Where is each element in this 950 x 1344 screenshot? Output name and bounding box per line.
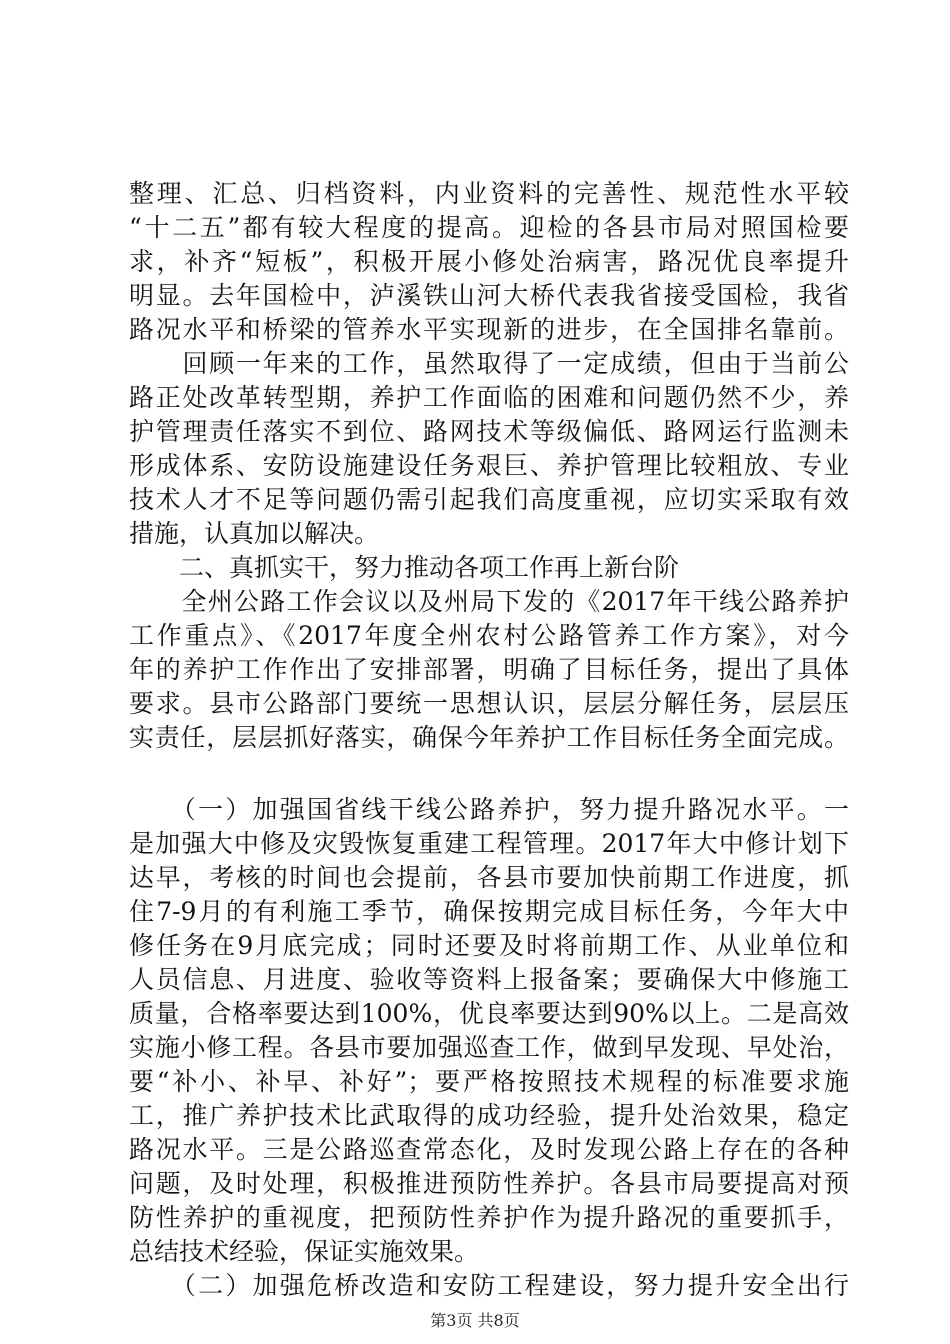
body-text-line: 工，推广养护技术比武取得的成功经验，提升处治效果，稳定 [129,1101,849,1130]
body-text-line: 技术人才不足等问题仍需引起我们高度重视，应切实采取有效 [129,485,849,514]
page-footer: 第3页 共8页 [430,1311,520,1330]
body-text-line: 形成体系、安防设施建设任务艰巨、养护管理比较粗放、专业 [129,451,849,480]
body-text-line: 年的养护工作作出了安排部署，明确了目标任务，提出了具体 [129,655,849,684]
body-text-line: 总结技术经验，保证实施效果。 [129,1237,480,1266]
body-text-line: 措施，认真加以解决。 [129,519,380,548]
subsection-heading-line: （二）加强危桥改造和安防工程建设，努力提升安全出行 [129,1271,849,1300]
body-text-line: 路正处改革转型期，养护工作面临的困难和问题仍然不少，养 [129,383,849,412]
body-text-line: 要求。县市公路部门要统一思想认识，层层分解任务，层层压 [129,689,849,718]
body-text-line: 实责任，层层抓好落实，确保今年养护工作目标任务全面完成。 [129,723,849,752]
body-text-line: 回顾一年来的工作，虽然取得了一定成绩，但由于当前公 [129,349,849,378]
body-text-line: 整理、汇总、归档资料，内业资料的完善性、规范性水平较 [129,179,849,208]
body-text-line: “十二五”都有较大程度的提高。迎检的各县市局对照国检要 [129,213,849,242]
body-text-line: 人员信息、月进度、验收等资料上报备案；要确保大中修施工 [129,965,849,994]
body-text-line: 求，补齐“短板”，积极开展小修处治病害，路况优良率提升 [129,247,849,276]
body-text-line: 路况水平。三是公路巡查常态化，及时发现公路上存在的各种 [129,1135,849,1164]
body-text-line: 路况水平和桥梁的管养水平实现新的进步，在全国排名靠前。 [129,315,849,344]
body-text-line: 质量，合格率要达到100%，优良率要达到90%以上。二是高效 [129,999,849,1028]
body-text-line: 工作重点》、《2017年度全州农村公路管养工作方案》，对今 [129,621,849,650]
body-text-line: 是加强大中修及灾毁恢复重建工程管理。2017年大中修计划下 [129,829,849,858]
body-text-line: 实施小修工程。各县市要加强巡查工作，做到早发现、早处治， [129,1033,849,1062]
body-text-line: 全州公路工作会议以及州局下发的《2017年干线公路养护 [129,587,849,616]
body-text-line: 要“补小、补早、补好”；要严格按照技术规程的标准要求施 [129,1067,849,1096]
body-text-line: 防性养护的重视度，把预防性养护作为提升路况的重要抓手， [129,1203,849,1232]
body-text-line: 修任务在9月底完成；同时还要及时将前期工作、从业单位和 [129,931,849,960]
section-heading: 二、真抓实干，努力推动各项工作再上新台阶 [129,553,680,582]
body-text-line: 明显。去年国检中，泸溪铁山河大桥代表我省接受国检，我省 [129,281,849,310]
subsection-heading-line: （一）加强国省线干线公路养护，努力提升路况水平。一 [129,795,849,824]
body-text-line: 问题，及时处理，积极推进预防性养护。各县市局要提高对预 [129,1169,849,1198]
body-text-line: 护管理责任落实不到位、路网技术等级偏低、路网运行监测未 [129,417,849,446]
body-text-line: 住7-9月的有利施工季节，确保按期完成目标任务，今年大中 [129,897,849,926]
body-text-line: 达早，考核的时间也会提前，各县市要加快前期工作进度，抓 [129,863,849,892]
